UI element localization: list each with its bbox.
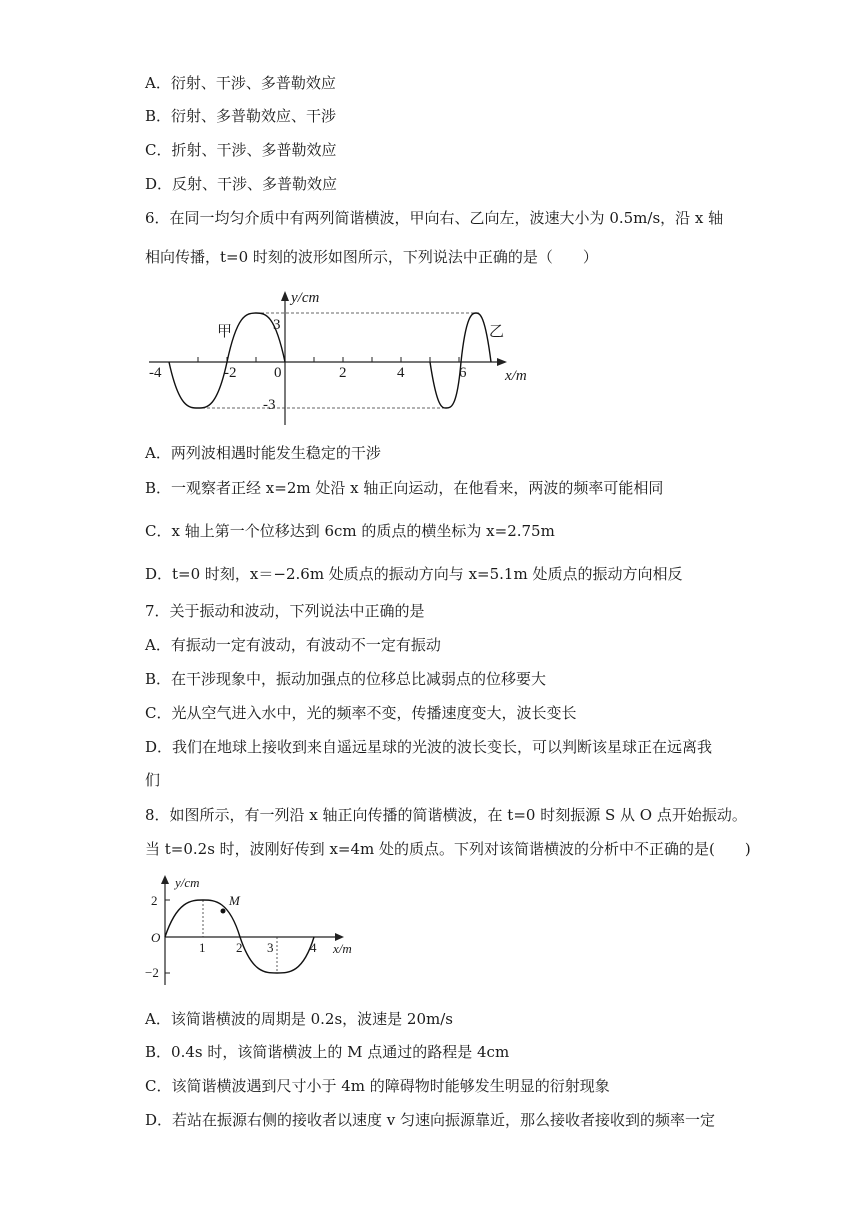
q8-x-tick-3: 3 xyxy=(267,940,274,955)
q6-x-tick-0: 0 xyxy=(274,365,282,381)
q8-wave-figure xyxy=(145,873,375,991)
point-m-label: M xyxy=(229,893,240,908)
q7-stem: 7．关于振动和波动，下列说法中正确的是 xyxy=(145,602,425,620)
q6-option-c: C．x 轴上第一个位移达到 6cm 的质点的横坐标为 x=2.75m xyxy=(145,522,555,540)
q6-wave-figure xyxy=(145,285,545,430)
q8-x-tick-1: 1 xyxy=(199,940,206,955)
q5-option-d: D．反射、干涉、多普勒效应 xyxy=(145,175,338,193)
q8-option-a: A．该简谐横波的周期是 0.2s，波速是 20m/s xyxy=(145,1010,453,1028)
q6-stem-line2: 相向传播，t=0 时刻的波形如图所示，下列说法中正确的是（ ） xyxy=(145,248,598,266)
q8-y-axis-label: y/cm xyxy=(175,875,200,890)
q6-option-a: A．两列波相遇时能发生稳定的干涉 xyxy=(145,444,381,462)
q6-y-tick-neg3: -3 xyxy=(263,397,276,413)
q6-x-tick-neg4: -4 xyxy=(149,365,162,381)
wave-yi-curve xyxy=(430,313,491,408)
q6-option-d: D．t=0 时刻，x＝−2.6m 处质点的振动方向与 x=5.1m 处质点的振动方向相反 xyxy=(145,565,683,583)
q8-y-tick-neg2: −2 xyxy=(145,965,159,980)
q7-option-b: B．在干涉现象中，振动加强点的位移总比减弱点的位移要大 xyxy=(145,670,547,688)
q8-y-tick-2: 2 xyxy=(151,893,158,908)
q5-option-a: A．衍射、干涉、多普勒效应 xyxy=(145,74,336,92)
wave-jia-label: 甲 xyxy=(217,324,233,340)
q6-x-tick-4: 4 xyxy=(397,365,405,381)
q6-x-tick-neg2: -2 xyxy=(224,365,237,381)
q5-option-b: B．衍射、多普勒效应、干涉 xyxy=(145,107,337,125)
q8-origin-label: O xyxy=(151,930,161,945)
q8-stem-line2: 当 t=0.2s 时，波刚好传到 x=4m 处的质点。下列对该简谐横波的分析中不正确的是( ) xyxy=(145,840,751,858)
wave-yi-label: 乙 xyxy=(489,324,505,340)
q5-option-c: C．折射、干涉、多普勒效应 xyxy=(145,141,337,159)
q7-option-c: C．光从空气进入水中，光的频率不变，传播速度变大，波长变长 xyxy=(145,704,577,722)
point-m-dot xyxy=(221,909,226,914)
q8-x-axis-label: x/m xyxy=(333,941,352,956)
q7-option-d-continued: 们 xyxy=(145,771,161,789)
q6-x-axis-label: x/m xyxy=(505,368,527,384)
q8-option-d: D．若站在振源右侧的接收者以速度 v 匀速向振源靠近，那么接收者接收到的频率一定 xyxy=(145,1111,716,1129)
q8-option-c: C．该简谐横波遇到尺寸小于 4m 的障碍物时能够发生明显的衍射现象 xyxy=(145,1077,610,1095)
q8-x-tick-2: 2 xyxy=(236,940,243,955)
q6-y-axis-label: y/cm xyxy=(291,290,320,306)
q7-option-d: D．我们在地球上接收到来自遥远星球的光波的波长变长，可以判断该星球正在远离我 xyxy=(145,738,713,756)
q8-option-b: B．0.4s 时，该简谐横波上的 M 点通过的路程是 4cm xyxy=(145,1043,510,1061)
q8-stem-line1: 8．如图所示，有一列沿 x 轴正向传播的简谐横波，在 t=0 时刻振源 S 从 O 点开始振动。 xyxy=(145,806,747,824)
q6-y-tick-3: 3 xyxy=(273,317,281,333)
q7-option-a: A．有振动一定有波动，有波动不一定有振动 xyxy=(145,636,441,654)
q6-x-tick-2: 2 xyxy=(339,365,347,381)
q6-stem-line1: 6．在同一均匀介质中有两列简谐横波，甲向右、乙向左，波速大小为 0.5m/s，沿 x 轴 xyxy=(145,209,724,227)
q6-option-b: B．一观察者正经 x=2m 处沿 x 轴正向运动，在他看来，两波的频率可能相同 xyxy=(145,479,664,497)
q6-x-tick-6: 6 xyxy=(459,365,467,381)
q8-x-tick-4: 4 xyxy=(310,940,317,955)
